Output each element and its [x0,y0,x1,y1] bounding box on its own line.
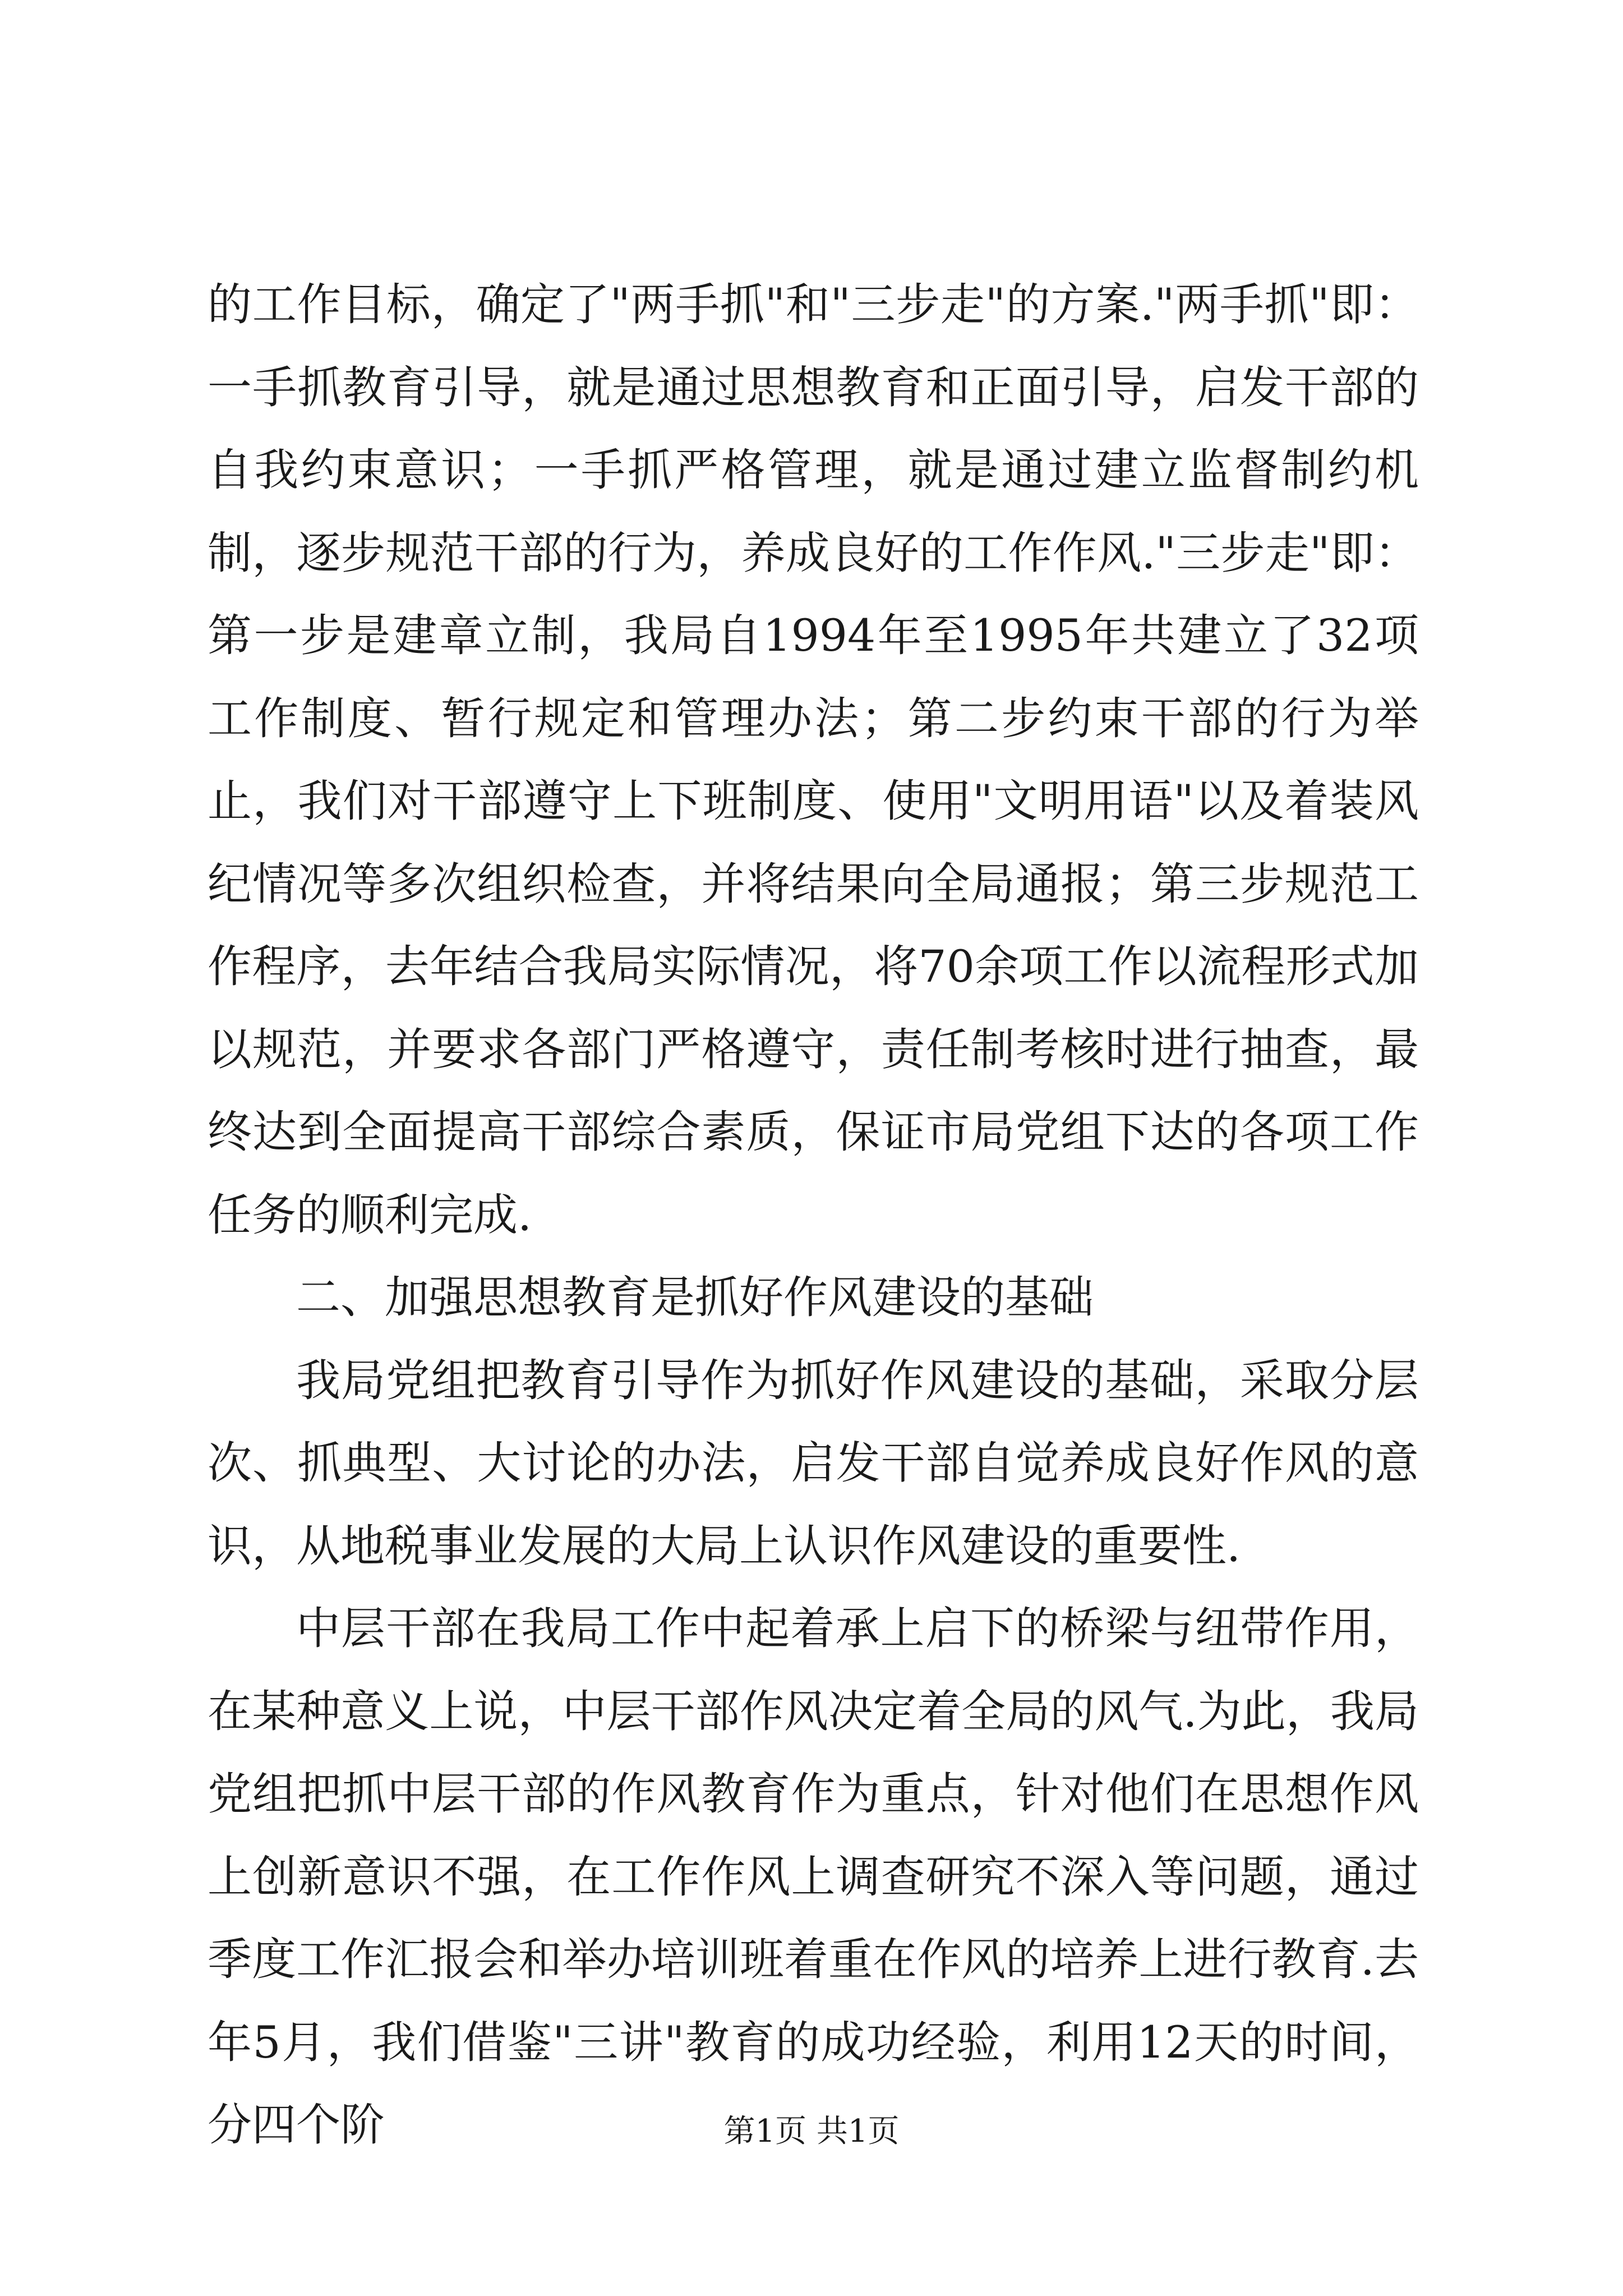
document-body [208,264,1419,2167]
paragraph-2: 我局党组把教育引导作为抓好作风建设的基础，采取分层次、抓典型、大讨论的办法，启发干部自觉养成良好作风的意识，从地税事业发展的大局上认识作风建设的重要性. [208,1354,1419,1572]
page-footer: 第1页 共1页 [723,2113,900,2150]
paragraph-3: 中层干部在我局工作中起着承上启下的桥梁与纽带作用，在某种意义上说，中层干部作风决定着全局的风气.为此，我局党组把抓中层干部的作风教育作为重点，针对他们在思想作风上创新意识不强，在工作作风上调查研究不深入等问题，通过季度工作汇报会和举办培训班着重在作风的培养上进行教育.去年5月，我们借鉴"三讲"教育的成功经验，利用12天的时间，分四个阶 [208,1603,1419,2151]
section-heading: 二、加强思想教育是抓好作风建设的基础 [296,1272,1094,1323]
paragraph-1: 的工作目标，确定了"两手抓"和"三步走"的方案."两手抓"即：一手抓教育引导，就是通过思想教育和正面引导，启发干部的自我约束意识；一手抓严格管理，就是通过建立监督制约机制，逐步规范干部的行为，养成良好的工作作风."三步走"即：第一步是建章立制，我局自1994年至1995年共建立了32项工作制度、暂行规定和管理办法；第二步约束干部的行为举止，我们对干部遵守上下班制度、使用"文明用语"以及着装风纪情况等多次组织检查，并将结果向全局通报；第三步规范工作程序，去年结合我局实际情况，将70余项工作以流程形式加以规范，并要求各部门严格遵守，责任制考核时进行抽查，最终达到全面提高干部综合素质，保证市局党组下达的各项工作任务的顺利完成. [208,279,1419,1241]
